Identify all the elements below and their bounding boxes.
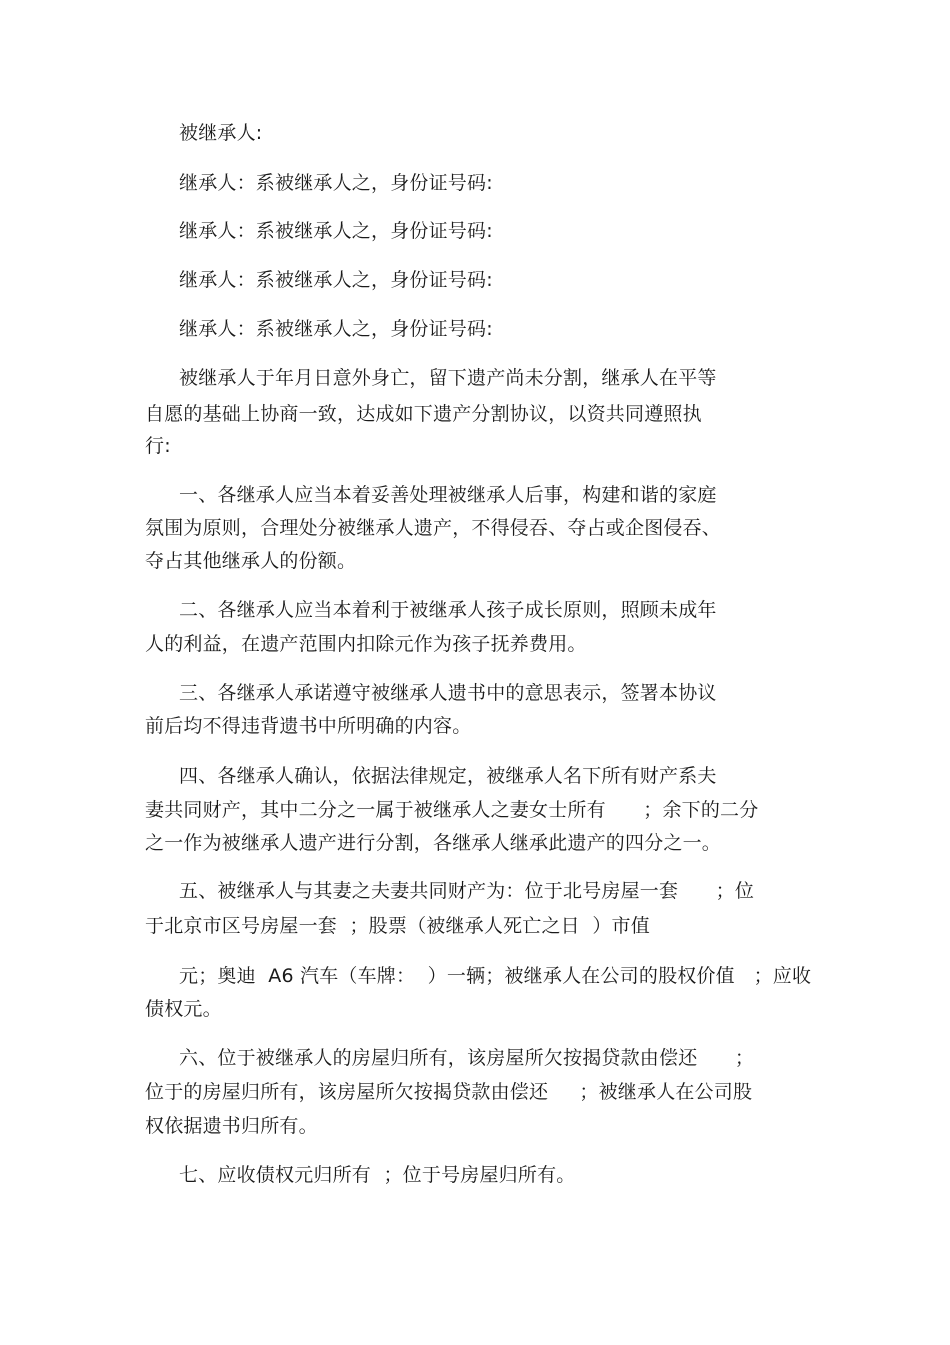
heir-line-3: 继承人：系被继承人之，身份证号码: xyxy=(179,269,493,291)
clause-6-line-2: 位于的房屋归所有，该房屋所欠按揭贷款由偿还 ；被继承人在公司股 xyxy=(145,1081,753,1103)
clause-2-line-2: 人的利益，在遗产范围内扣除元作为孩子抚养费用。 xyxy=(145,633,587,655)
clause-5-line-3: 元；奥迪 A6 汽车（车牌： ）一辆；被继承人在公司的股权价值 ；应收 xyxy=(179,965,812,987)
clause-4-line-2: 妻共同财产，其中二分之一属于被继承人之妻女士所有 ；余下的二分 xyxy=(145,799,759,821)
intro-paragraph-line-3: 行: xyxy=(145,435,171,457)
clause-5-line-4: 债权元。 xyxy=(145,998,222,1020)
clause-4-line-3: 之一作为被继承人遗产进行分割，各继承人继承此遗产的四分之一。 xyxy=(145,832,722,854)
intro-paragraph-line-2: 自愿的基础上协商一致，达成如下遗产分割协议，以资共同遵照执 xyxy=(145,403,702,425)
clause-5-line-2: 于北京市区号房屋一套 ；股票（被继承人死亡之日 ）市值 xyxy=(145,915,650,937)
clause-6-line-3: 权依据遗书归所有。 xyxy=(145,1115,318,1137)
heir-line-1: 继承人：系被继承人之，身份证号码: xyxy=(179,172,493,194)
clause-1-line-3: 夺占其他继承人的份额。 xyxy=(145,550,357,572)
clause-2-line-1: 二、各继承人应当本着利于被继承人孩子成长原则，照顾未成年 xyxy=(179,599,717,621)
clause-3-line-2: 前后均不得违背遗书中所明确的内容。 xyxy=(145,715,472,737)
clause-7-line-1: 七、应收债权元归所有 ；位于号房屋归所有。 xyxy=(179,1164,576,1186)
clause-6-line-1: 六、位于被继承人的房屋归所有，该房屋所欠按揭贷款由偿还 ； xyxy=(179,1047,755,1069)
decedent-line: 被继承人: xyxy=(179,122,263,144)
heir-line-2: 继承人：系被继承人之，身份证号码: xyxy=(179,220,493,242)
intro-paragraph-line-1: 被继承人于年月日意外身亡，留下遗产尚未分割，继承人在平等 xyxy=(179,367,717,389)
clause-4-line-1: 四、各继承人确认，依据法律规定，被继承人名下所有财产系夫 xyxy=(179,765,717,787)
clause-5-line-1: 五、被继承人与其妻之夫妻共同财产为：位于北号房屋一套 ；位 xyxy=(179,880,755,902)
heir-line-4: 继承人：系被继承人之，身份证号码: xyxy=(179,318,493,340)
clause-1-line-1: 一、各继承人应当本着妥善处理被继承人后事，构建和谐的家庭 xyxy=(179,484,717,506)
clause-3-line-1: 三、各继承人承诺遵守被继承人遗书中的意思表示，签署本协议 xyxy=(179,682,717,704)
clause-1-line-2: 氛围为原则，合理处分被继承人遗产，不得侵吞、夺占或企图侵吞、 xyxy=(145,517,722,539)
